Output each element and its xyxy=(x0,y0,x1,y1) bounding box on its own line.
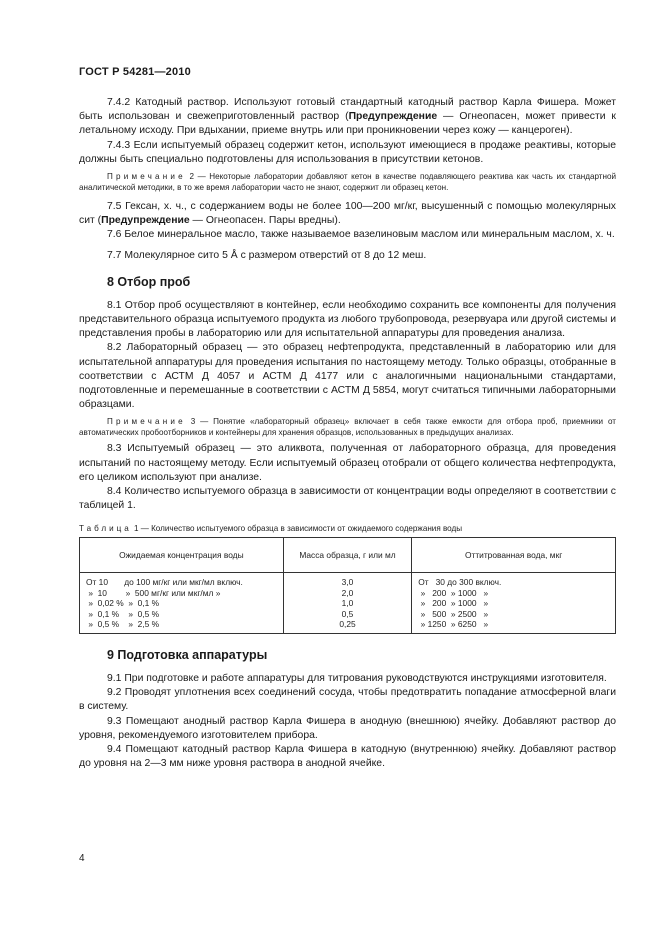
page-number: 4 xyxy=(79,853,85,864)
paragraph-7-6: 7.6 Белое минеральное масло, также называемое вазелиновым маслом или минеральным маслом, х. ч. xyxy=(107,229,615,241)
table-header-cell: Оттитрованная вода, мкг xyxy=(412,538,616,573)
paragraph-7-4-3: 7.4.3 Если испытуемый образец содержит кетон, используют имеющиеся в продаже реактивы, которые должны быть специально подготовлены для использования в присутствии кетонов. xyxy=(79,139,616,165)
paragraph-9-3: 9.3 Помещают анодный раствор Карла Фишера в анодную (внешнюю) ячейку. Добавляют раствор до уровня, рекомендуемого изготовителем прибора. xyxy=(79,715,616,741)
paragraph-9-1: 9.1 При подготовке и работе аппаратуры для титрования руководствуются инструкциями изготовителя. xyxy=(107,672,607,684)
paragraph-8-1: 8.1 Отбор проб осуществляют в контейнер, если необходимо сохранить все компоненты для получения представительного образца испытуемого продукта из любого трубопровода, резервуара или другой системы и представления пробы в лабораторию или для испытательной аппаратуры для проведения анализа. xyxy=(79,299,617,340)
table-cell-line: 3,0 xyxy=(341,577,354,588)
table-cell-titrated-water xyxy=(412,573,616,634)
table-cell-line: 1,0 xyxy=(341,598,354,609)
note-3 xyxy=(79,416,616,438)
table-caption xyxy=(79,523,616,534)
note-text: 2 — Некоторые лаборатории добавляют кетон в качестве подавляющего реактива как часть их стандартной аналитической методики, в то же время лаборатории часто не знают, содержит ли образец кетон. xyxy=(79,172,616,193)
note-2 xyxy=(79,171,616,193)
table-caption-text: 1 — Количество испытуемого образца в зависимости от ожидаемого содержания воды xyxy=(131,524,463,534)
paragraph-7-5 xyxy=(79,200,616,228)
table-header-cell: Ожидаемая концентрация воды xyxy=(80,538,284,573)
table-cell-line: » 0,5 % » 2,5 % xyxy=(86,619,160,630)
page-header-title: ГОСТ Р 54281—2010 xyxy=(79,66,191,78)
warning-label: Предупреждение xyxy=(101,215,190,227)
paragraph-9-4: 9.4 Помещают катодный раствор Карла Фишера в катодную (внутреннюю) ячейку. Добавляют раствор до уровня на 2—3 мм ниже уровня раствора в анодной ячейке. xyxy=(79,743,616,770)
document-body xyxy=(79,96,616,771)
text-span: 7.4.2 Катодный раствор. Используют готовый стандартный катодный раствор Карла Фишера. Может быть использован и свежеприготовленный раствор ( xyxy=(79,97,616,123)
paragraph-9-2: 9.2 Проводят уплотнения всех соединений сосуда, чтобы предотвратить попадание атмосферной влаги в систему. xyxy=(79,687,616,713)
paragraph-8-3: 8.3 Испытуемый образец — это аликвота, полученная от лабораторного образца, для проведения испытаний по настоящему методу. Если испытуемый образец отобрали от общего количества нефтепродукта, его целиком используют при анализе. xyxy=(79,443,616,483)
table-header-cell: Масса образца, г или мл xyxy=(283,538,412,573)
table-cell-mass xyxy=(283,573,412,634)
text-span: — Огнеопасен. Пары вредны). xyxy=(189,215,341,227)
table-caption-label: Таблица xyxy=(79,524,132,534)
text-span: — Огнеопасен, может привести к летальному исходу. При вдыхании, приеме внутрь или при проникновении через кожу — канцероген). xyxy=(79,111,616,137)
table-cell-line: 2,0 xyxy=(341,587,354,598)
table-cell-line: От 10 до 100 мг/кг или мкг/мл включ. xyxy=(86,577,243,588)
paragraph-7-7: 7.7 Молекулярное сито 5 Å с размером отверстий от 8 до 12 меш. xyxy=(107,249,427,261)
paragraph-7-4-2 xyxy=(79,96,616,139)
table-cell-line: 0,5 xyxy=(341,608,354,619)
paragraph-8-4: 8.4 Количество испытуемого образца в зависимости от концентрации воды определяют в соответствии с таблицей 1. xyxy=(79,486,616,512)
water-content-table xyxy=(79,537,616,634)
note-label: Примечание xyxy=(107,172,186,182)
table-cell-line: 0,25 xyxy=(339,619,356,630)
paragraph-8-2: 8.2 Лабораторный образец — это образец нефтепродукта, представленный в лабораторию или для испытательной аппаратуры для проведения испытания по настоящему методу. Только образцы, отобранные в соответствии с АСТМ Д 4057 и АСТМ Д 4177 или с аналогичными национальными стандартами, подготовленные и перемешанные в соответствии с АСТМ Д 5854, могут считаться типичными лабораторными образцами. xyxy=(79,342,616,411)
text-span: 7.5 Гексан, х. ч., с содержанием воды не более 100—200 мг/кг, высушенный с помощью молекулярных сит ( xyxy=(79,201,616,227)
table-cell-line: » 0,02 % » 0,1 % xyxy=(86,598,160,609)
table-cell-line: От 30 до 300 включ. xyxy=(418,577,502,588)
section-heading-9: 9 Подготовка аппаратуры xyxy=(107,647,268,662)
table-cell-line: » 500 » 2500 » xyxy=(418,608,489,619)
table-cell-concentration xyxy=(80,573,284,634)
section-heading-8: 8 Отбор проб xyxy=(107,274,191,289)
table-cell-line: » 0,1 % » 0,5 % xyxy=(86,608,160,619)
table-row xyxy=(80,573,616,634)
table-cell-line: » 200 » 1000 » xyxy=(418,598,489,609)
table-cell-line: » 1250 » 6250 » xyxy=(418,619,489,630)
table-header-row xyxy=(80,538,616,573)
note-text: 3 — Понятие «лабораторный образец» включает в себя также емкости для отбора проб, приемники от автоматических пробоотборников и контейнеры для хранения образцов, использованных в предыдущих анализах. xyxy=(79,417,616,438)
table-cell-line: » 10 » 500 мг/кг или мкг/мл » xyxy=(86,587,221,598)
warning-label: Предупреждение xyxy=(348,111,438,123)
table-cell-line: » 200 » 1000 » xyxy=(418,587,489,598)
note-label: Примечание xyxy=(107,417,186,427)
